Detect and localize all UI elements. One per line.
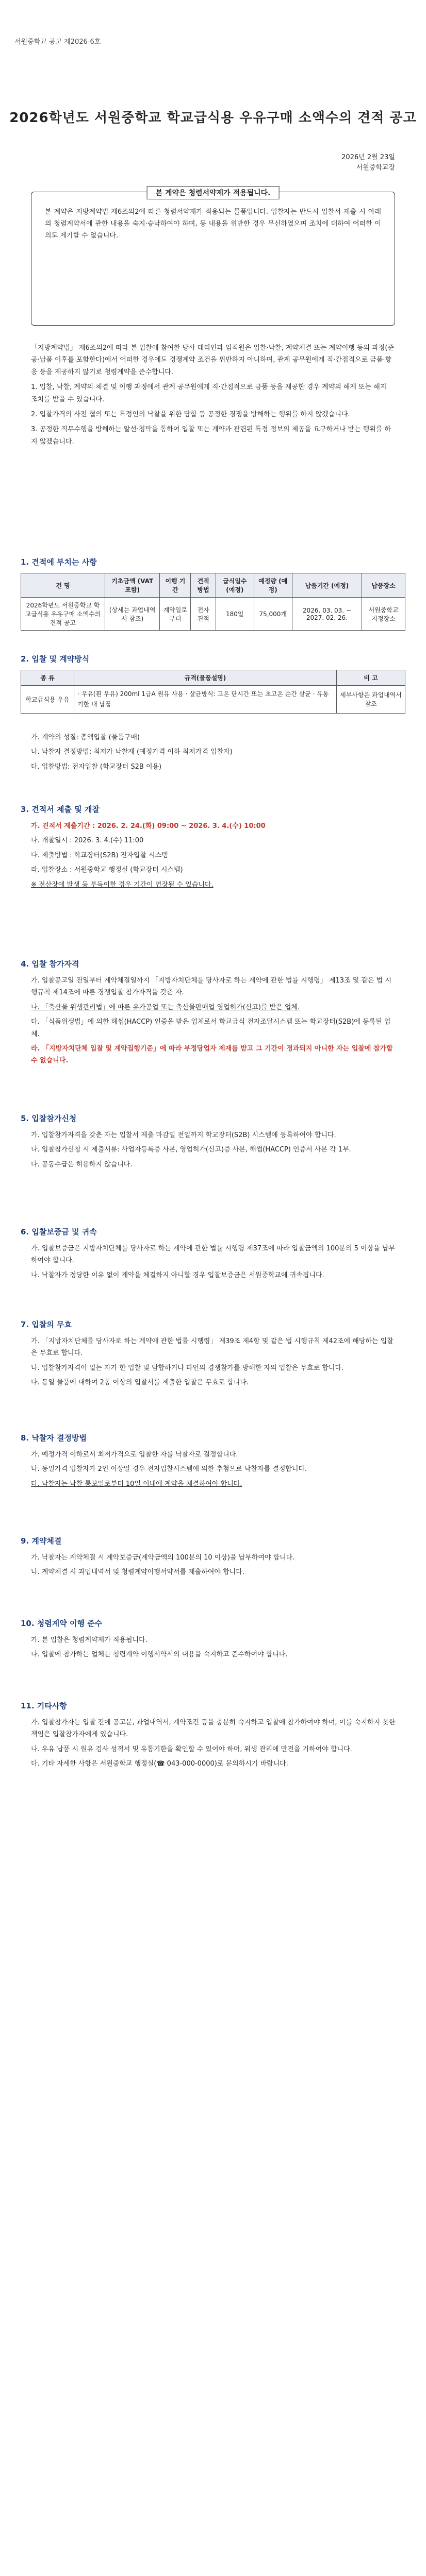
table-header: 건 명 <box>21 573 105 598</box>
section-11-title: 11. 기타사항 <box>21 1701 67 1710</box>
section-11-body <box>31 1717 397 1773</box>
list-item: 다. 동일 물품에 대하여 2통 이상의 입찰서를 제출한 입찰은 무효로 합니다. <box>31 1379 249 1387</box>
doc-date: 2026년 2월 23일 <box>341 154 395 161</box>
list-item: 나. 입찰참가자격이 없는 자가 한 입찰 및 담합하거나 타인의 경쟁참가를 방해한 자의 입찰은 무효로 합니다. <box>31 1364 344 1372</box>
section-5-body <box>31 1129 397 1173</box>
section-2-table <box>21 670 405 714</box>
table-cell: 2026. 03. 03. ~ 2027. 02. 26. <box>292 598 362 631</box>
section-3-body <box>31 820 397 893</box>
list-item: 나. 입찰에 참가하는 업체는 청렴계약 이행서약서의 내용을 숙지하고 준수하여야 합니다. <box>31 1651 288 1659</box>
list-item: 가. 입찰공고일 전일부터 계약체결일까지 「지방자치단체를 당사자로 하는 계약에 관한 법률 시행령」 제13조 및 같은 법 시행규칙 제14조에 따른 경쟁입찰 참가자격을 갖춘 자. <box>31 977 391 997</box>
section-4-body <box>31 975 397 1070</box>
notice-body: 본 계약은 지방계약법 제6조의2에 따른 청렴서약제가 적용되는 물품입니다. 입찰자는 반드시 입찰서 제출 시 아래의 청렴계약서에 관한 내용을 숙지·승낙하여야 하며, 동 내용을 위반한 경우 무신하였으며 조치에 대하여 어떠한 이의도 제기할 수 없습니다. <box>45 208 381 240</box>
list-item: 라. 입찰장소 : 서원중학교 행정실 (학교장터 시스템) <box>31 866 183 874</box>
table-header: 납품장소 <box>362 573 405 598</box>
section-4-title: 4. 입찰 참가자격 <box>21 959 79 969</box>
table-cell: 서원중학교 지정장소 <box>362 598 405 631</box>
table-cell: 180일 <box>216 598 254 631</box>
list-item: 가. 예정가격 이하로서 최저가격으로 입찰한 자를 낙찰자로 결정합니다. <box>31 1451 238 1459</box>
section-7-body <box>31 1335 397 1392</box>
table-header: 예정량 (예정) <box>254 573 292 598</box>
section-10-body <box>31 1634 397 1664</box>
list-item: 가. 「지방자치단체를 당사자로 하는 계약에 관한 법률 시행령」 제39조 제4항 및 같은 법 시행규칙 제42조에 해당하는 입찰은 무효로 합니다. <box>31 1337 394 1358</box>
intro-item: 3. 공정한 직무수행을 방해하는 알선·청탁을 통하여 입찰 또는 계약과 관련된 특정 정보의 제공을 요구하거나 받는 행위를 하지 않겠습니다. <box>31 426 391 446</box>
table-cell: 학교급식용 우유 <box>21 686 74 714</box>
doc-org: 서원중학교장 <box>356 164 395 172</box>
list-item: 나. 낙찰자 결정방법: 최저가 낙찰제 (예정가격 이하 최저가격 입찰자) <box>31 748 233 756</box>
list-item: 가. 입찰참가자는 입찰 전에 공고문, 과업내역서, 계약조건 등을 충분히 숙지하고 입찰에 참가하여야 하며, 이를 숙지하지 못한 책임은 입찰참가자에게 있습니다. <box>31 1719 396 1739</box>
integrity-notice-box <box>31 189 395 326</box>
list-item: 다. 낙찰자는 낙찰 통보일로부터 10일 이내에 계약을 체결하여야 합니다. <box>31 1480 242 1488</box>
doc-number: 서원중학교 공고 제2026-6호 <box>14 38 101 46</box>
section-8-body <box>31 1449 397 1493</box>
list-item: 나. 「축산물 위생관리법」에 따른 유가공업 또는 축산물판매업 영업허가(신고)를 받은 업체. <box>31 1003 300 1011</box>
section-5-title: 5. 입찰참가신청 <box>21 1114 77 1123</box>
section-6-title: 6. 입찰보증금 및 귀속 <box>21 1227 97 1236</box>
table-header: 견적 방법 <box>191 573 216 598</box>
section-9-body <box>31 1552 397 1581</box>
table-cell: 계약일로부터 <box>160 598 191 631</box>
section-8-title: 8. 낙찰자 결정방법 <box>21 1433 87 1443</box>
table-cell: · 우유(흰 우유) 200ml 1급A 원유 사용 · 살균방식: 고온 단시간 또는 초고온 순간 살균 · 유통기한 내 납품 <box>74 686 337 714</box>
list-item: 다. 입찰방법: 전자입찰 (학교장터 S2B 이용) <box>31 762 162 771</box>
section-10-title: 10. 청렴계약 이행 준수 <box>21 1619 103 1628</box>
table-header: 비 고 <box>337 670 405 686</box>
list-item: 나. 개찰일시 : 2026. 3. 4.(수) 11:00 <box>31 837 144 845</box>
list-item: 나. 입찰참가신청 시 제출서류: 사업자등록증 사본, 영업허가(신고)증 사본, 해썹(HACCP) 인증서 사본 각 1부. <box>31 1146 351 1154</box>
list-item: 다. 「식품위생법」에 의한 해썹(HACCP) 인증을 받은 업체로서 학교급식 전자조달시스템 또는 학교장터(S2B)에 등록된 업체. <box>31 1018 391 1038</box>
section-3-title: 3. 견적서 제출 및 개찰 <box>21 805 100 814</box>
list-item: ※ 전산장애 발생 등 부득이한 경우 기간이 연장될 수 있습니다. <box>31 880 214 889</box>
table-cell: 2026학년도 서원중학교 학교급식용 우유구매 소액수의견적 공고 <box>21 598 105 631</box>
table-header: 기초금액 (VAT 포함) <box>105 573 160 598</box>
list-item: 라. 「지방자치단체 입찰 및 계약집행기준」에 따라 부정당업자 제재를 받고 그 기간이 경과되지 아니한 자는 입찰에 참가할 수 없습니다. <box>31 1044 393 1065</box>
table-cell: 전자 견적 <box>191 598 216 631</box>
section-2-title: 2. 입찰 및 계약방식 <box>21 654 90 664</box>
table-header: 납품기간 (예정) <box>292 573 362 598</box>
list-item: 다. 공동수급은 허용하지 않습니다. <box>31 1160 133 1168</box>
table-header: 종 류 <box>21 670 74 686</box>
doc-title: 2026학년도 서원중학교 학교급식용 우유구매 소액수의 견적 공고 <box>9 110 417 126</box>
list-item: 다. 기타 자세한 사항은 서원중학교 행정실(☎ 043-000-0000)로 문의하시기 바랍니다. <box>31 1760 288 1768</box>
section-7-title: 7. 입찰의 무효 <box>21 1320 72 1329</box>
table-cell: 세부사항은 과업내역서 참조 <box>337 686 405 714</box>
table-header: 규격(물품설명) <box>74 670 337 686</box>
intro-paragraph: 「지방계약법」 제6조의2에 따라 본 입찰에 참여한 당사 대리인과 임직원은 입찰·낙찰, 계약체결 또는 계약이행 등의 과정(준공·납품 이후를 포함한다)에서 어떠한 경우에도 경쟁계약 조건을 위반하지 아니하며, 관계 공무원에게 직·간접적으로 금품·향응 등을 제공하지 않기로 청렴계약을 준수합니다. <box>31 344 394 376</box>
list-item: 나. 낙찰자가 정당한 이유 없이 계약을 체결하지 아니할 경우 입찰보증금은 서원중학교에 귀속됩니다. <box>31 1271 324 1279</box>
table-header: 이행 기간 <box>160 573 191 598</box>
list-item: 가. 낙찰자는 계약체결 시 계약보증금(계약금액의 100분의 10 이상)을 납부하여야 합니다. <box>31 1554 295 1562</box>
section-1-table <box>21 573 405 631</box>
list-item: 가. 입찰보증금은 지방자치단체를 당사자로 하는 계약에 관한 법률 시행령 제37조에 따라 입찰금액의 100분의 5 이상을 납부하여야 합니다. <box>31 1245 395 1265</box>
list-item: 나. 계약체결 시 과업내역서 및 청렴계약이행서약서를 제출하여야 합니다. <box>31 1568 244 1577</box>
table-cell: (상세는 과업내역서 참조) <box>105 598 160 631</box>
list-item: 나. 동일가격 입찰자가 2인 이상일 경우 전자입찰시스템에 의한 추첨으로 낙찰자를 결정합니다. <box>31 1465 307 1473</box>
table-cell: 75,000개 <box>254 598 292 631</box>
list-item: 가. 본 입찰은 청렴계약제가 적용됩니다. <box>31 1636 148 1644</box>
intro-text <box>31 342 395 451</box>
notice-heading: 본 계약은 청렴서약제가 적용됩니다. <box>147 186 280 199</box>
list-item: 나. 우유 납품 시 원유 검사 성적서 및 유통기한을 확인할 수 있어야 하며, 위생 관리에 만전을 기하여야 합니다. <box>31 1745 352 1753</box>
section-6-body <box>31 1243 397 1284</box>
list-item: 가. 견적서 제출기간 : 2026. 2. 24.(화) 09:00 ~ 2026. 3. 4.(수) 10:00 <box>31 822 266 830</box>
section-1-title: 1. 견적에 부치는 사항 <box>21 557 97 567</box>
list-item: 가. 입찰참가자격을 갖춘 자는 입찰서 제출 마감일 전일까지 학교장터(S2B) 시스템에 등록하여야 합니다. <box>31 1131 336 1139</box>
table-header: 급식일수 (예정) <box>216 573 254 598</box>
section-2-notes <box>31 732 397 775</box>
intro-item: 1. 입찰, 낙찰, 계약의 체결 및 이행 과정에서 관계 공무원에게 직·간접적으로 금품 등을 제공한 경우 계약의 해제 또는 해지 조치를 받을 수 있습니다. <box>31 383 387 403</box>
list-item: 다. 제출방법 : 학교장터(S2B) 전자입찰 시스템 <box>31 851 168 859</box>
section-9-title: 9. 계약체결 <box>21 1536 62 1546</box>
intro-item: 2. 입찰가격의 사전 협의 또는 특정인의 낙찰을 위한 담합 등 공정한 경쟁을 방해하는 행위를 하지 않겠습니다. <box>31 410 350 418</box>
list-item: 가. 계약의 성질: 총액입찰 (물품구매) <box>31 734 140 741</box>
